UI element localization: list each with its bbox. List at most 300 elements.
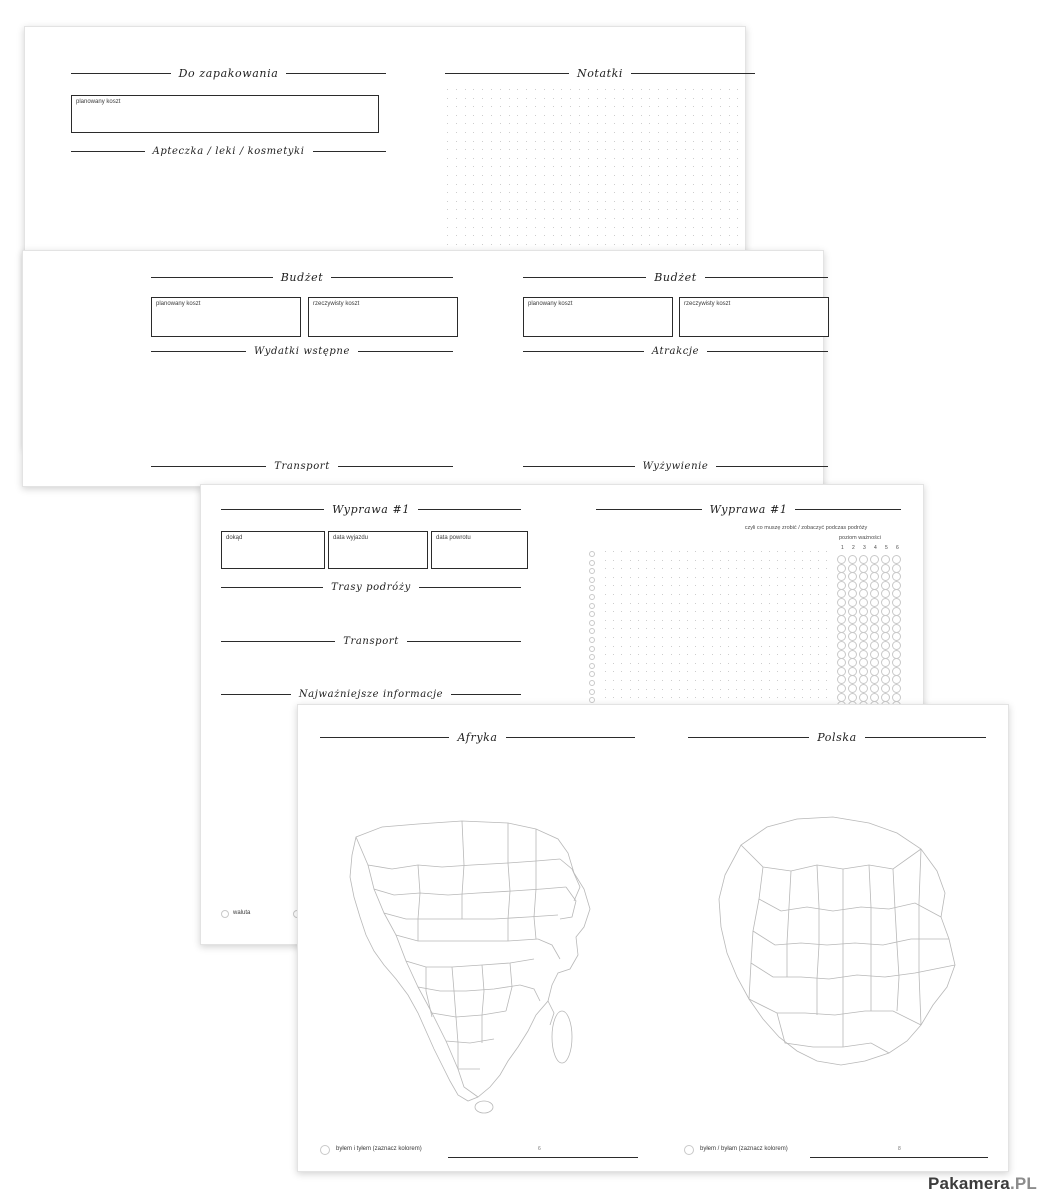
- section-title: Wydatki wstępne: [254, 345, 350, 357]
- grid-dot: [646, 637, 647, 638]
- grid-dot: [693, 132, 694, 133]
- visited-label-poland: byłem / byłam (zaznacz kolorem): [700, 1146, 788, 1152]
- grid-dot: [818, 577, 819, 578]
- grid-dot: [777, 560, 778, 561]
- rating-circle[interactable]: [870, 641, 879, 650]
- rule-right: [419, 587, 521, 588]
- grid-dot: [744, 697, 745, 698]
- grid-dot: [744, 680, 745, 681]
- grid-dot: [777, 628, 778, 629]
- grid-dot: [561, 192, 562, 193]
- rating-circle[interactable]: [859, 641, 868, 650]
- grid-dot: [769, 611, 770, 612]
- grid-dot: [561, 218, 562, 219]
- grid-dot: [818, 663, 819, 664]
- grid-dot: [685, 175, 686, 176]
- grid-dot: [517, 166, 518, 167]
- planned-cost-field-left[interactable]: planowany koszt: [151, 297, 301, 337]
- grid-dot: [794, 654, 795, 655]
- grid-dot: [500, 175, 501, 176]
- grid-dot: [769, 585, 770, 586]
- grid-dot: [662, 551, 663, 552]
- grid-dot: [736, 697, 737, 698]
- rating-circle[interactable]: [837, 598, 846, 607]
- grid-dot: [605, 551, 606, 552]
- checklist-bullet[interactable]: [589, 611, 595, 617]
- grid-dot: [729, 175, 730, 176]
- rating-circle[interactable]: [892, 615, 901, 624]
- grid-dot: [649, 98, 650, 99]
- checklist-bullet[interactable]: [589, 628, 595, 634]
- grid-dot: [517, 89, 518, 90]
- grid-dot: [654, 646, 655, 647]
- importance-circle-grid[interactable]: [837, 555, 907, 715]
- checklist-bullet[interactable]: [589, 551, 595, 557]
- checklist-bullet[interactable]: [589, 603, 595, 609]
- grid-dot: [818, 585, 819, 586]
- checklist-bullet[interactable]: [589, 568, 595, 574]
- grid-dot: [712, 671, 713, 672]
- grid-dot: [711, 192, 712, 193]
- rating-circle[interactable]: [870, 598, 879, 607]
- grid-dot: [526, 158, 527, 159]
- grid-dot: [535, 89, 536, 90]
- grid-dot: [693, 115, 694, 116]
- grid-dot: [676, 175, 677, 176]
- grid-dot: [473, 149, 474, 150]
- grid-dot: [729, 192, 730, 193]
- rating-circle[interactable]: [837, 572, 846, 581]
- grid-dot: [687, 603, 688, 604]
- rule-right: [506, 737, 635, 738]
- grid-dot: [535, 244, 536, 245]
- grid-dot: [456, 175, 457, 176]
- grid-dot: [621, 680, 622, 681]
- section-title: Afryka: [457, 730, 498, 744]
- grid-dot: [465, 201, 466, 202]
- rating-circle[interactable]: [837, 555, 846, 564]
- grid-dot: [646, 663, 647, 664]
- grid-dot: [614, 166, 615, 167]
- checklist-bullet[interactable]: [589, 680, 595, 686]
- currency-checkbox[interactable]: [221, 910, 229, 918]
- grid-dot: [794, 577, 795, 578]
- grid-dot: [630, 654, 631, 655]
- grid-dot: [517, 227, 518, 228]
- rating-circle[interactable]: [848, 684, 857, 693]
- grid-dot: [662, 577, 663, 578]
- grid-dot: [588, 89, 589, 90]
- grid-dot: [570, 184, 571, 185]
- grid-dot: [671, 603, 672, 604]
- grid-dot: [614, 184, 615, 185]
- grid-dot: [818, 568, 819, 569]
- rule-left: [523, 466, 635, 467]
- grid-dot: [785, 603, 786, 604]
- rating-circle[interactable]: [859, 615, 868, 624]
- grid-dot: [695, 637, 696, 638]
- grid-dot: [517, 218, 518, 219]
- rule-left: [221, 641, 335, 642]
- checklist-bullet[interactable]: [589, 637, 595, 643]
- grid-dot: [623, 158, 624, 159]
- grid-dot: [753, 568, 754, 569]
- grid-dot: [777, 577, 778, 578]
- grid-dot: [728, 680, 729, 681]
- grid-dot: [621, 551, 622, 552]
- rating-circle[interactable]: [837, 684, 846, 693]
- rating-circle[interactable]: [892, 572, 901, 581]
- grid-dot: [482, 132, 483, 133]
- grid-dot: [632, 201, 633, 202]
- rating-circle[interactable]: [870, 555, 879, 564]
- rating-circle[interactable]: [892, 598, 901, 607]
- grid-dot: [473, 218, 474, 219]
- grid-dot: [695, 551, 696, 552]
- grid-dot: [526, 192, 527, 193]
- grid-dot: [649, 209, 650, 210]
- grid-dot: [729, 89, 730, 90]
- grid-dot: [509, 218, 510, 219]
- grid-dot: [553, 175, 554, 176]
- grid-dot: [810, 637, 811, 638]
- rating-circle[interactable]: [870, 684, 879, 693]
- grid-dot: [810, 671, 811, 672]
- grid-dot: [720, 637, 721, 638]
- grid-dot: [712, 689, 713, 690]
- checklist-bullet[interactable]: [589, 663, 595, 669]
- grid-dot: [712, 628, 713, 629]
- grid-dot: [561, 98, 562, 99]
- grid-dot: [711, 175, 712, 176]
- checklist-bullet[interactable]: [589, 654, 595, 660]
- grid-dot: [570, 149, 571, 150]
- grid-dot: [473, 132, 474, 133]
- grid-dot: [761, 663, 762, 664]
- grid-dot: [658, 106, 659, 107]
- grid-dot: [465, 123, 466, 124]
- grid-dot: [588, 192, 589, 193]
- rating-circle[interactable]: [848, 598, 857, 607]
- grid-dot: [654, 620, 655, 621]
- grid-dot: [712, 663, 713, 664]
- grid-dot: [621, 697, 622, 698]
- grid-dot: [614, 218, 615, 219]
- grid-dot: [685, 141, 686, 142]
- rating-circle[interactable]: [881, 615, 890, 624]
- checklist-bullet[interactable]: [589, 594, 595, 600]
- grid-dot: [658, 175, 659, 176]
- rating-circle[interactable]: [837, 641, 846, 650]
- grid-dot: [744, 663, 745, 664]
- checklist-bullet[interactable]: [589, 697, 595, 703]
- grid-dot: [535, 141, 536, 142]
- rating-circle[interactable]: [892, 684, 901, 693]
- rating-circle[interactable]: [848, 641, 857, 650]
- grid-dot: [671, 560, 672, 561]
- grid-dot: [662, 637, 663, 638]
- grid-dot: [605, 158, 606, 159]
- grid-dot: [632, 149, 633, 150]
- rating-circle[interactable]: [892, 555, 901, 564]
- africa-map: [322, 769, 642, 1129]
- grid-dot: [641, 166, 642, 167]
- grid-dot: [649, 235, 650, 236]
- grid-dot: [693, 89, 694, 90]
- grid-dot: [679, 577, 680, 578]
- grid-dot: [614, 192, 615, 193]
- checklist-bullet[interactable]: [589, 577, 595, 583]
- grid-dot: [802, 551, 803, 552]
- rating-circle[interactable]: [881, 598, 890, 607]
- grid-dot: [769, 671, 770, 672]
- grid-dot: [720, 594, 721, 595]
- grid-dot: [810, 680, 811, 681]
- grid-dot: [676, 218, 677, 219]
- grid-dot: [711, 158, 712, 159]
- grid-dot: [687, 637, 688, 638]
- grid-dot: [473, 141, 474, 142]
- rating-circle[interactable]: [881, 684, 890, 693]
- grid-dot: [744, 577, 745, 578]
- section-title: Budżet: [280, 270, 324, 284]
- grid-dot: [649, 227, 650, 228]
- section-title: Do zapakowania: [178, 66, 279, 80]
- grid-dot: [662, 620, 663, 621]
- grid-dot: [818, 603, 819, 604]
- grid-dot: [729, 184, 730, 185]
- rating-circle[interactable]: [837, 615, 846, 624]
- grid-dot: [500, 235, 501, 236]
- grid-dot: [685, 123, 686, 124]
- grid-dot: [535, 98, 536, 99]
- grid-dot: [517, 244, 518, 245]
- grid-dot: [769, 603, 770, 604]
- scale-number: 4: [874, 545, 877, 551]
- grid-dot: [802, 646, 803, 647]
- rating-circle[interactable]: [892, 658, 901, 667]
- grid-dot: [630, 568, 631, 569]
- grid-dot: [649, 201, 650, 202]
- grid-dot: [632, 106, 633, 107]
- rating-circle[interactable]: [870, 658, 879, 667]
- grid-dot: [737, 98, 738, 99]
- grid-dot: [676, 141, 677, 142]
- grid-dot: [785, 646, 786, 647]
- grid-dot: [785, 680, 786, 681]
- grid-dot: [720, 158, 721, 159]
- rating-circle[interactable]: [859, 684, 868, 693]
- grid-dot: [654, 594, 655, 595]
- rating-circle[interactable]: [881, 658, 890, 667]
- rating-circle[interactable]: [881, 572, 890, 581]
- grid-dot: [614, 123, 615, 124]
- rating-circle[interactable]: [837, 658, 846, 667]
- grid-dot: [517, 141, 518, 142]
- grid-dot: [720, 585, 721, 586]
- grid-dot: [517, 123, 518, 124]
- rating-circle[interactable]: [870, 572, 879, 581]
- grid-dot: [720, 98, 721, 99]
- checklist-bullet[interactable]: [589, 585, 595, 591]
- grid-dot: [693, 227, 694, 228]
- grid-dot: [561, 166, 562, 167]
- grid-dot: [654, 603, 655, 604]
- grid-dot: [744, 620, 745, 621]
- grid-dot: [646, 671, 647, 672]
- grid-dot: [544, 184, 545, 185]
- grid-dot: [649, 184, 650, 185]
- grid-dot: [588, 123, 589, 124]
- grid-dot: [646, 603, 647, 604]
- grid-dot: [588, 218, 589, 219]
- grid-dot: [465, 115, 466, 116]
- grid-dot: [500, 123, 501, 124]
- grid-dot: [526, 227, 527, 228]
- grid-dot: [662, 654, 663, 655]
- grid-dot: [736, 671, 737, 672]
- checklist-bullet[interactable]: [589, 646, 595, 652]
- checklist-bullet[interactable]: [589, 620, 595, 626]
- grid-dot: [465, 175, 466, 176]
- grid-dot: [728, 611, 729, 612]
- grid-dot: [654, 637, 655, 638]
- visited-checkbox-africa[interactable]: [320, 1145, 330, 1155]
- rating-circle[interactable]: [881, 555, 890, 564]
- grid-dot: [712, 603, 713, 604]
- rating-circle[interactable]: [859, 658, 868, 667]
- grid-dot: [720, 628, 721, 629]
- grid-dot: [588, 235, 589, 236]
- grid-dot: [561, 209, 562, 210]
- grid-dot: [456, 149, 457, 150]
- grid-dot: [769, 568, 770, 569]
- rule-left: [320, 737, 449, 738]
- grid-dot: [621, 637, 622, 638]
- grid-dot: [526, 175, 527, 176]
- rating-circle[interactable]: [859, 598, 868, 607]
- grid-dot: [509, 132, 510, 133]
- grid-dot: [588, 149, 589, 150]
- grid-dot: [447, 89, 448, 90]
- grid-dot: [761, 568, 762, 569]
- grid-dot: [818, 680, 819, 681]
- grid-dot: [679, 620, 680, 621]
- destination-field[interactable]: dokąd: [221, 531, 325, 569]
- grid-dot: [769, 646, 770, 647]
- grid-dot: [638, 680, 639, 681]
- rating-circle[interactable]: [870, 615, 879, 624]
- return-date-field[interactable]: data powrotu: [431, 531, 528, 569]
- grid-dot: [761, 646, 762, 647]
- grid-dot: [623, 123, 624, 124]
- grid-dot: [685, 192, 686, 193]
- grid-dot: [621, 568, 622, 569]
- grid-dot: [736, 594, 737, 595]
- grid-dot: [802, 585, 803, 586]
- grid-dot: [509, 227, 510, 228]
- grid-dot: [641, 115, 642, 116]
- grid-dot: [500, 89, 501, 90]
- departure-date-field[interactable]: data wyjazdu: [328, 531, 428, 569]
- grid-dot: [544, 132, 545, 133]
- grid-dot: [711, 227, 712, 228]
- grid-dot: [720, 123, 721, 124]
- checklist-bullet[interactable]: [589, 689, 595, 695]
- planned-cost-field[interactable]: planowany koszt: [71, 95, 379, 133]
- grid-dot: [570, 141, 571, 142]
- actual-cost-field-right[interactable]: rzeczywisty koszt: [679, 297, 829, 337]
- actual-cost-field-left[interactable]: rzeczywisty koszt: [308, 297, 458, 337]
- grid-dot: [447, 149, 448, 150]
- grid-dot: [621, 646, 622, 647]
- grid-dot: [695, 568, 696, 569]
- grid-dot: [646, 594, 647, 595]
- grid-dot: [638, 689, 639, 690]
- grid-dot: [720, 89, 721, 90]
- grid-dot: [802, 603, 803, 604]
- rating-circle[interactable]: [848, 572, 857, 581]
- grid-dot: [482, 192, 483, 193]
- grid-dot: [658, 89, 659, 90]
- grid-dot: [517, 184, 518, 185]
- grid-dot: [491, 244, 492, 245]
- planned-cost-field-right[interactable]: planowany koszt: [523, 297, 673, 337]
- grid-dot: [605, 560, 606, 561]
- checklist-bullet[interactable]: [589, 671, 595, 677]
- section-header-najwazniejsze-informacje: [221, 688, 521, 700]
- grid-dot: [753, 697, 754, 698]
- visited-checkbox-poland[interactable]: [684, 1145, 694, 1155]
- grid-dot: [769, 551, 770, 552]
- grid-dot: [737, 149, 738, 150]
- grid-dot: [720, 184, 721, 185]
- grid-dot: [491, 158, 492, 159]
- rating-circle[interactable]: [848, 615, 857, 624]
- grid-dot: [720, 680, 721, 681]
- checklist-bullet[interactable]: [589, 560, 595, 566]
- grid-dot: [632, 235, 633, 236]
- rating-circle[interactable]: [892, 641, 901, 650]
- grid-dot: [535, 209, 536, 210]
- grid-dot: [456, 141, 457, 142]
- grid-dot: [785, 594, 786, 595]
- rating-circle[interactable]: [848, 658, 857, 667]
- grid-dot: [613, 697, 614, 698]
- rule-left: [71, 73, 171, 74]
- grid-dot: [658, 184, 659, 185]
- grid-dot: [736, 654, 737, 655]
- checklist-bullets[interactable]: [589, 551, 601, 715]
- rating-circle[interactable]: [848, 555, 857, 564]
- grid-dot: [679, 654, 680, 655]
- rating-circle[interactable]: [859, 555, 868, 564]
- rating-circle[interactable]: [859, 572, 868, 581]
- grid-dot: [810, 628, 811, 629]
- grid-dot: [553, 227, 554, 228]
- grid-dot: [623, 106, 624, 107]
- grid-dot: [667, 201, 668, 202]
- rating-circle[interactable]: [881, 641, 890, 650]
- grid-dot: [544, 244, 545, 245]
- grid-dot: [649, 175, 650, 176]
- grid-dot: [544, 115, 545, 116]
- grid-dot: [810, 560, 811, 561]
- grid-dot: [810, 646, 811, 647]
- grid-dot: [785, 697, 786, 698]
- grid-dot: [482, 209, 483, 210]
- page-rule-africa: [448, 1157, 638, 1158]
